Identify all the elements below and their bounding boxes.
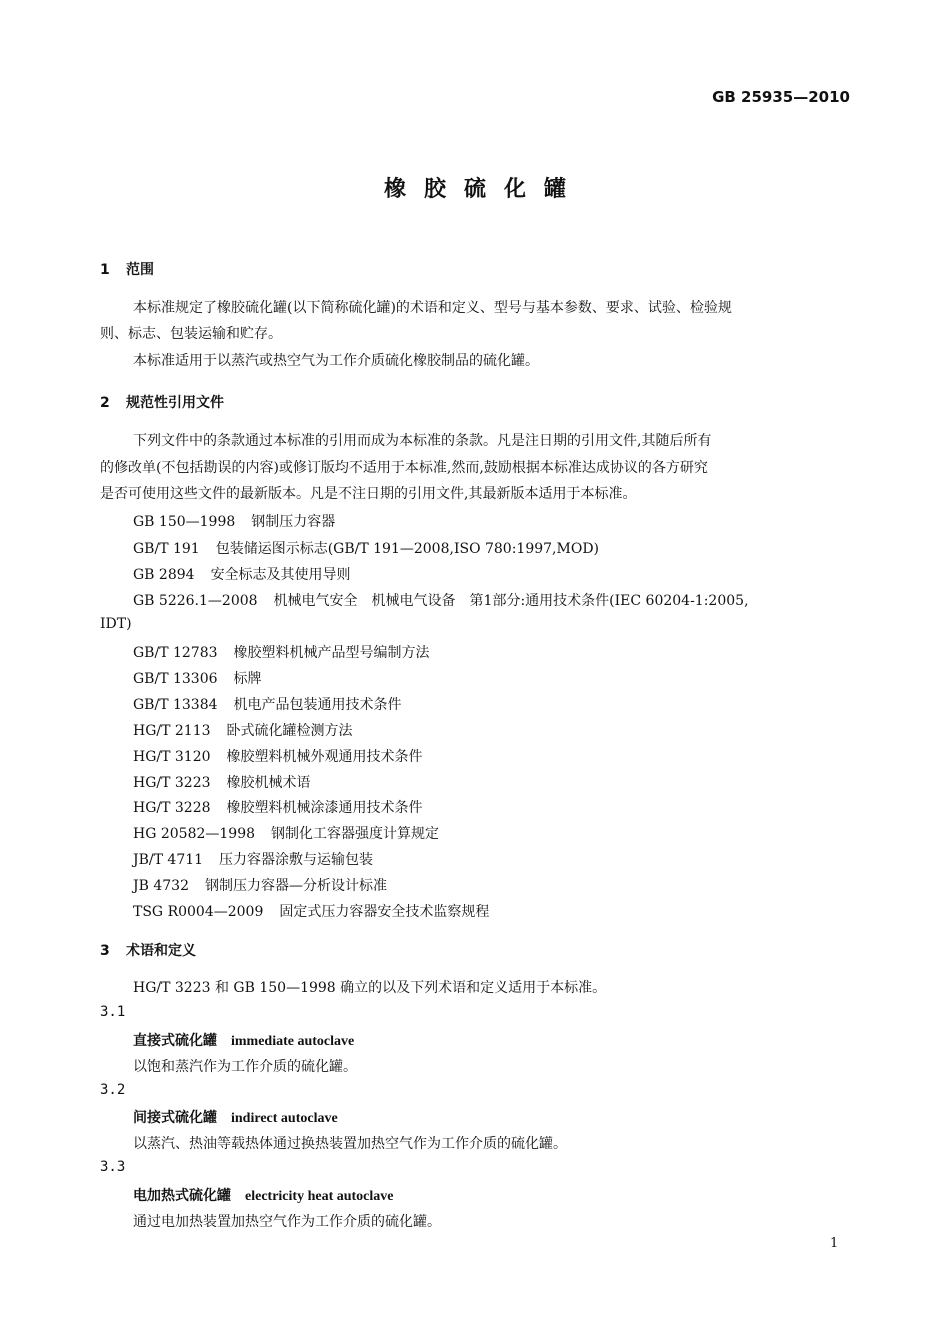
ref-title: 包装储运图示标志(GB/T 191—2008,ISO 780:1997,MOD) bbox=[215, 541, 600, 557]
ref-code: GB 2894 bbox=[133, 567, 195, 583]
ref-code: JB 4732 bbox=[133, 878, 189, 894]
ref-code: TSG R0004—2009 bbox=[133, 904, 264, 920]
section-number: 3 bbox=[100, 943, 110, 959]
term-definition: 以饱和蒸汽作为工作介质的硫化罐。 bbox=[133, 1059, 357, 1075]
paragraph-line: 本标准规定了橡胶硫化罐(以下简称硫化罐)的术语和定义、型号与基本参数、要求、试验、检验规 bbox=[133, 300, 732, 316]
document-title: 橡胶硫化罐 bbox=[383, 177, 584, 202]
term-name bbox=[133, 1185, 394, 1205]
paragraph-line: HG/T 3223 和 GB 150—1998 确立的以及下列术语和定义适用于本标准。 bbox=[133, 980, 607, 996]
paragraph-line: 的修改单(不包括勘误的内容)或修订版均不适用于本标准,然而,鼓励根据本标准达成协议的各方研究 bbox=[100, 460, 708, 476]
ref-code: HG/T 3120 bbox=[133, 749, 211, 765]
reference-item bbox=[133, 511, 335, 531]
reference-item bbox=[133, 901, 489, 921]
term-en: indirect autoclave bbox=[231, 1111, 338, 1126]
reference-item bbox=[133, 642, 430, 662]
reference-item bbox=[133, 823, 439, 843]
ref-code: GB/T 12783 bbox=[133, 645, 218, 661]
ref-code: HG 20582—1998 bbox=[133, 826, 256, 842]
reference-item bbox=[133, 538, 599, 558]
ref-code: GB 5226.1—2008 bbox=[133, 593, 258, 609]
ref-code: IDT) bbox=[100, 616, 132, 632]
term-definition: 以蒸汽、热油等载热体通过换热装置加热空气作为工作介质的硫化罐。 bbox=[133, 1136, 567, 1152]
section-number: 1 bbox=[100, 262, 110, 278]
section-title: 范围 bbox=[126, 262, 154, 278]
ref-code: HG/T 3223 bbox=[133, 775, 211, 791]
ref-title: 钢制压力容器 bbox=[251, 514, 336, 530]
section-number: 2 bbox=[100, 395, 110, 411]
ref-title: 安全标志及其使用导则 bbox=[210, 567, 351, 583]
term-en: electricity heat autoclave bbox=[245, 1189, 394, 1204]
reference-item bbox=[133, 746, 423, 766]
ref-code: GB/T 191 bbox=[133, 541, 200, 557]
page-number: 1 bbox=[830, 1236, 839, 1251]
reference-item bbox=[133, 668, 262, 688]
section-2-heading bbox=[100, 392, 224, 412]
term-number: 3.1 bbox=[100, 1004, 126, 1020]
ref-code: GB/T 13306 bbox=[133, 671, 218, 687]
ref-title: 橡胶塑料机械涂漆通用技术条件 bbox=[226, 800, 423, 816]
ref-title: 橡胶塑料机械外观通用技术条件 bbox=[226, 749, 423, 765]
ref-code: HG/T 2113 bbox=[133, 723, 211, 739]
reference-item bbox=[133, 590, 749, 610]
term-name bbox=[133, 1030, 354, 1050]
term-number: 3.3 bbox=[100, 1159, 126, 1175]
term-zh: 电加热式硫化罐 bbox=[133, 1188, 231, 1204]
reference-item bbox=[133, 797, 423, 817]
ref-title: 橡胶塑料机械产品型号编制方法 bbox=[233, 645, 430, 661]
ref-code: GB 150—1998 bbox=[133, 514, 236, 530]
section-title: 术语和定义 bbox=[126, 943, 196, 959]
term-zh: 间接式硫化罐 bbox=[133, 1110, 217, 1126]
paragraph-line: 则、标志、包装运输和贮存。 bbox=[100, 326, 282, 342]
section-3-heading bbox=[100, 940, 196, 960]
ref-code: GB/T 13384 bbox=[133, 697, 218, 713]
paragraph-line: 本标准适用于以蒸汽或热空气为工作介质硫化橡胶制品的硫化罐。 bbox=[133, 353, 539, 369]
reference-item bbox=[133, 849, 373, 869]
reference-item-continuation bbox=[100, 616, 134, 632]
term-number: 3.2 bbox=[100, 1082, 126, 1098]
standard-number: GB 25935—2010 bbox=[712, 88, 850, 106]
reference-item bbox=[133, 720, 353, 740]
term-definition: 通过电加热装置加热空气作为工作介质的硫化罐。 bbox=[133, 1214, 441, 1230]
ref-title: 压力容器涂敷与运输包装 bbox=[219, 852, 374, 868]
reference-item bbox=[133, 772, 311, 792]
paragraph-line: 下列文件中的条款通过本标准的引用而成为本标准的条款。凡是注日期的引用文件,其随后所有 bbox=[133, 433, 712, 449]
term-zh: 直接式硫化罐 bbox=[133, 1033, 217, 1049]
reference-item bbox=[133, 564, 351, 584]
term-name bbox=[133, 1107, 338, 1127]
section-title: 规范性引用文件 bbox=[126, 395, 224, 411]
ref-title: 固定式压力容器安全技术监察规程 bbox=[279, 904, 490, 920]
term-en: immediate autoclave bbox=[231, 1034, 355, 1049]
reference-item bbox=[133, 875, 387, 895]
ref-title: 钢制压力容器—分析设计标准 bbox=[204, 878, 387, 894]
section-1-heading bbox=[100, 259, 154, 279]
ref-title: 标牌 bbox=[233, 671, 262, 687]
ref-title: 卧式硫化罐检测方法 bbox=[226, 723, 353, 739]
reference-item bbox=[133, 694, 402, 714]
ref-title: 钢制化工容器强度计算规定 bbox=[271, 826, 440, 842]
ref-code: HG/T 3228 bbox=[133, 800, 211, 816]
ref-code: JB/T 4711 bbox=[133, 852, 204, 868]
ref-title: 橡胶机械术语 bbox=[226, 775, 311, 791]
paragraph-line: 是否可使用这些文件的最新版本。凡是不注日期的引用文件,其最新版本适用于本标准。 bbox=[100, 486, 637, 502]
ref-title: 机械电气安全 机械电气设备 第1部分:通用技术条件(IEC 60204-1:2005, bbox=[273, 593, 749, 609]
ref-title: 机电产品包装通用技术条件 bbox=[233, 697, 402, 713]
